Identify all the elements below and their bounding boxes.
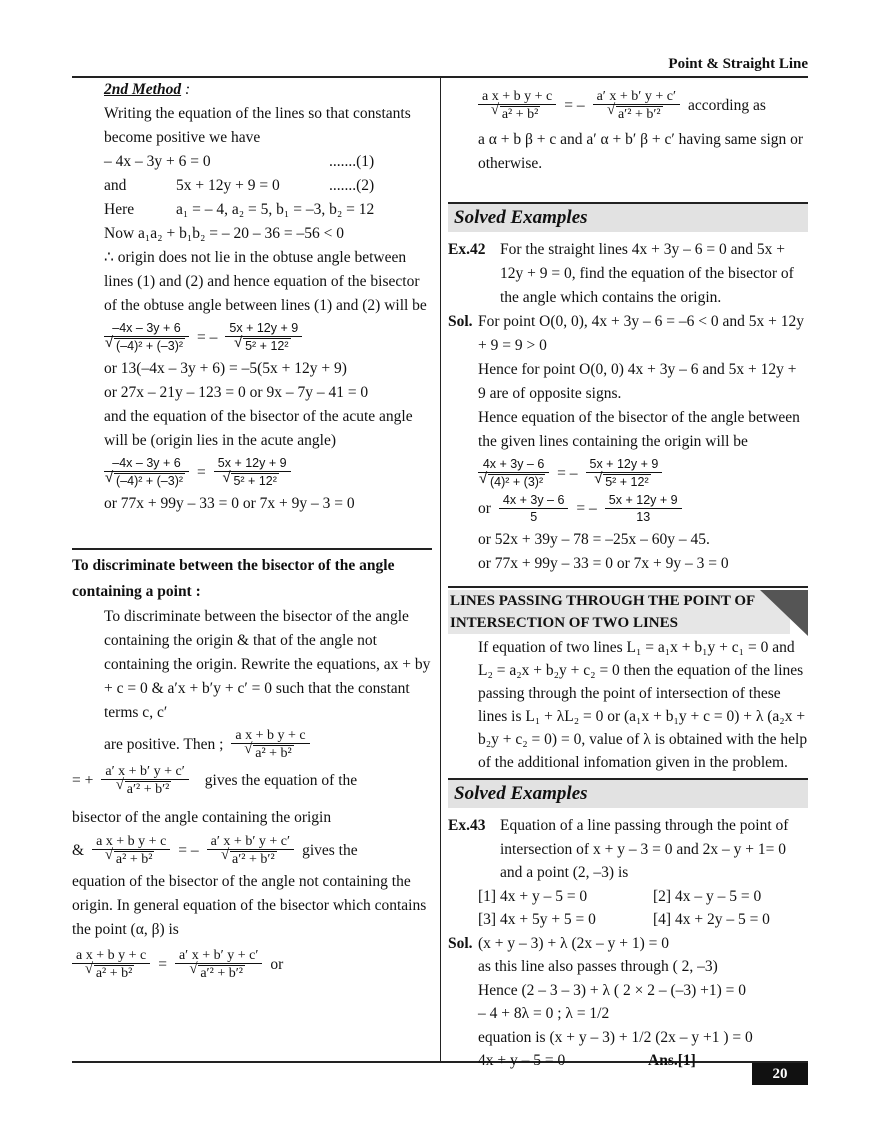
or-line-1: or 13(–4x – 3y + 6) = –5(5x + 12y + 9) <box>104 360 347 377</box>
denominator: √ a′² + b′² <box>230 851 277 867</box>
or-word: or <box>270 955 284 973</box>
formula-not-containing <box>72 834 432 867</box>
fraction <box>72 948 150 981</box>
fraction <box>214 456 291 489</box>
sol43-label: Sol. <box>448 934 473 952</box>
not-containing-text: equation of the bisector of the angle not containing the origin. In general equation of the bisector which contains the point (α, β) is <box>72 873 427 938</box>
ex42-text: For the straight lines 4x + 3y – 6 = 0 and 5x + 12y + 9 = 0, find the equation of the bisector of the angle which contains the origin. <box>500 241 794 306</box>
lines-text: If equation of two lines L₁ = a₁x + b₁y + c₁ = 0 and L₂ = a₂x + b₂y + c₂ = 0 then the equation of the lines passing through the point of intersection of these lines is L₁ + λL₂ = 0 or (a₁x + b₁y + c = 0) + λ (a₂x + b₂y + c₂ = 0) = 0, value of λ is obtained with the help of the additional infomation given in the problem. <box>478 639 808 771</box>
denominator: 13 <box>636 510 651 524</box>
fraction <box>225 321 302 354</box>
here-word: Here <box>104 201 135 218</box>
denominator: √ a² + b² <box>253 745 294 761</box>
or-line-4: or 52x + 39y – 78 = –25x – 60y – 45. <box>478 531 710 548</box>
denominator: √ (4)² + (3)² <box>488 474 545 490</box>
fraction <box>231 728 309 761</box>
right-column <box>448 86 808 176</box>
numerator: 5x + 12y + 9 <box>605 493 682 509</box>
formula-acute <box>72 456 432 489</box>
fraction <box>605 493 682 525</box>
numerator: –4x – 3y + 6 <box>104 321 189 337</box>
sol42-a: For point O(0, 0), 4x + 3y – 6 = –6 < 0 and 5x + 12y + 9 = 9 > 0 <box>478 313 805 354</box>
or-word: or <box>478 500 491 517</box>
denominator: √ (–4)² + (–3)² <box>114 473 185 489</box>
plus-sign: = + <box>72 771 94 789</box>
sol43-e: equation is (x + y – 3) + 1/2 (2x – y +1 ) = 0 <box>478 1028 753 1046</box>
numerator: 4x + 3y – 6 <box>499 493 569 509</box>
or-line-2: or 27x – 21y – 123 = 0 or 9x – 7y – 41 = 0 <box>104 384 369 401</box>
intro-text: Writing the equation of the lines so that constants become positive we have <box>104 105 411 146</box>
gives-text: gives the <box>302 841 358 859</box>
sol43-b: as this line also passes through ( 2, –3) <box>478 958 718 975</box>
discriminate-title: To discriminate between the bisector of the angle containing a point : <box>72 557 395 600</box>
column-divider <box>440 78 441 1063</box>
lines-section-title: LINES PASSING THROUGH THE POINT OF INTERSECTION OF TWO LINES <box>448 590 790 634</box>
method-title: 2nd Method <box>104 81 182 98</box>
title-corner-decoration <box>760 590 808 636</box>
therefore-text: ∴ origin does not lie in the obtuse angle between lines (1) and (2) and hence equation of the bisector of the obtuse angle between lines (1) and (2) will be <box>104 249 427 314</box>
denominator: √ a′² + b′² <box>198 965 245 981</box>
numerator: a′ x + b′ y + c′ <box>593 89 680 105</box>
equation-2-tag: .......(2) <box>329 177 375 194</box>
fraction <box>586 457 663 490</box>
here-values: a₁ = – 4, a₂ = 5, b₁ = –3, b₂ = 12 <box>176 201 375 218</box>
denominator: √ a′² + b′² <box>125 781 172 797</box>
formula-plus <box>72 764 432 797</box>
numerator: –4x – 3y + 6 <box>104 456 189 472</box>
numerator: 5x + 12y + 9 <box>586 457 663 473</box>
numerator: a x + b y + c <box>92 834 170 850</box>
numerator: 5x + 12y + 9 <box>214 456 291 472</box>
left-column <box>72 78 432 516</box>
equals-sign: = <box>158 955 167 973</box>
gives-text: gives the equation of the <box>204 771 358 789</box>
denominator: √ 5² + 12² <box>231 473 278 489</box>
formula-then <box>72 728 432 761</box>
equals-sign: = – <box>576 500 597 517</box>
sol43-a: (x + y – 3) + λ (2x – y + 1) = 0 <box>478 934 670 952</box>
numerator: a x + b y + c <box>72 948 150 964</box>
or-line-5: or 77x + 99y – 33 = 0 or 7x + 9y – 3 = 0 <box>478 555 729 572</box>
right-column-lines <box>448 636 808 774</box>
option-2: [2] 4x – y – 5 = 0 <box>653 887 762 905</box>
sol42-label: Sol. <box>448 313 473 330</box>
option-3: [3] 4x + 5y + 5 = 0 <box>478 911 596 928</box>
option-4: [4] 4x + 2y – 5 = 0 <box>653 911 770 928</box>
denominator: √ a² + b² <box>500 106 541 122</box>
fraction <box>478 457 549 490</box>
equals-sign: = – <box>557 464 578 482</box>
left-section-rule <box>72 548 432 550</box>
answer-label: Ans.[1] <box>648 1052 696 1069</box>
and-word: and <box>104 177 127 194</box>
discriminate-text: To discriminate between the bisector of the angle containing the origin & that of the angle not containing the origin. Rewrite the equations, ax + by + c = 0 & a′x + b′y + c′ = 0 such that the constant terms c, c′ <box>104 608 431 721</box>
formula-obtuse <box>72 321 432 354</box>
denominator: 5 <box>530 510 538 524</box>
equals-sign: = – <box>564 96 585 114</box>
formula-ex42-a <box>448 457 808 490</box>
option-1: [1] 4x + y – 5 = 0 <box>478 887 588 905</box>
lines-section-rule <box>448 586 808 588</box>
right-column-ex42 <box>448 238 808 576</box>
fraction <box>101 764 188 797</box>
sol43-d: – 4 + 8λ = 0 ; λ = 1/2 <box>478 1005 610 1022</box>
denominator: √ a² + b² <box>94 965 135 981</box>
denominator: √ a² + b² <box>114 851 155 867</box>
acute-text: and the equation of the bisector of the acute angle will be (origin lies in the acute angle) <box>104 408 413 449</box>
equation-1-tag: .......(1) <box>329 153 375 170</box>
numerator: a x + b y + c <box>478 89 556 105</box>
numerator: a′ x + b′ y + c′ <box>207 834 294 850</box>
equals-sign: = – <box>178 841 199 859</box>
ex42-label: Ex.42 <box>448 241 486 258</box>
right-column-ex43 <box>448 814 808 1073</box>
bisector-line: bisector of the angle containing the origin <box>72 809 332 826</box>
equals-sign: = – <box>197 328 218 346</box>
fraction <box>593 89 680 122</box>
denominator: √ 5² + 12² <box>603 474 650 490</box>
ampersand: & <box>72 841 85 859</box>
sol43-f: 4x + y – 5 = 0 <box>478 1052 566 1069</box>
solved-examples-bar-2: Solved Examples <box>448 778 808 808</box>
solved-examples-bar-1: Solved Examples <box>448 202 808 232</box>
fraction <box>104 321 189 354</box>
sol42-c: Hence equation of the bisector of the angle between the given lines containing the origin will be <box>478 409 800 450</box>
fraction <box>92 834 170 867</box>
fraction <box>175 948 262 981</box>
numerator: a′ x + b′ y + c′ <box>175 948 262 964</box>
equation-2: 5x + 12y + 9 = 0 <box>176 177 280 194</box>
sol43-c: Hence (2 – 3 – 3) + λ ( 2 × 2 – (–3) +1) = 0 <box>478 981 747 999</box>
numerator: 4x + 3y – 6 <box>478 457 549 473</box>
equation-1: – 4x – 3y + 6 = 0 <box>104 153 211 170</box>
page-number: 20 <box>752 1063 808 1085</box>
equals-sign: = <box>197 463 206 481</box>
formula-ex42-b <box>448 493 808 525</box>
ex43-label: Ex.43 <box>448 817 486 834</box>
left-column-lower <box>72 553 432 984</box>
positive-text: are positive. Then ; <box>104 735 224 753</box>
or-line-3: or 77x + 99y – 33 = 0 or 7x + 9y – 3 = 0 <box>104 495 355 512</box>
sol42-b: Hence for point O(0, 0) 4x + 3y – 6 and 5x + 12y + 9 are of opposite signs. <box>478 361 797 402</box>
numerator: a x + b y + c <box>231 728 309 744</box>
formula-general <box>72 948 432 981</box>
now-line: Now a₁a₂ + b₁b₂ = – 20 – 36 = –56 < 0 <box>104 225 344 242</box>
ex43-text: Equation of a line passing through the point of intersection of x + y – 3 = 0 and 2x – y + 1= 0 and a point (2, –3) is <box>500 817 789 881</box>
fraction <box>207 834 294 867</box>
according-text: according as <box>688 96 766 114</box>
denominator: √ 5² + 12² <box>243 338 290 354</box>
page-header-title: Point & Straight Line <box>668 56 808 72</box>
numerator: 5x + 12y + 9 <box>225 321 302 337</box>
denominator: √ a′² + b′² <box>616 106 663 122</box>
fraction <box>499 493 569 525</box>
denominator: √ (–4)² + (–3)² <box>114 338 185 354</box>
fraction <box>478 89 556 122</box>
same-sign-text: a α + b β + c and a′ α + b′ β + c′ having same sign or otherwise. <box>478 131 804 172</box>
formula-according <box>448 89 808 122</box>
fraction <box>104 456 189 489</box>
method-colon: : <box>181 81 191 98</box>
numerator: a′ x + b′ y + c′ <box>101 764 188 780</box>
